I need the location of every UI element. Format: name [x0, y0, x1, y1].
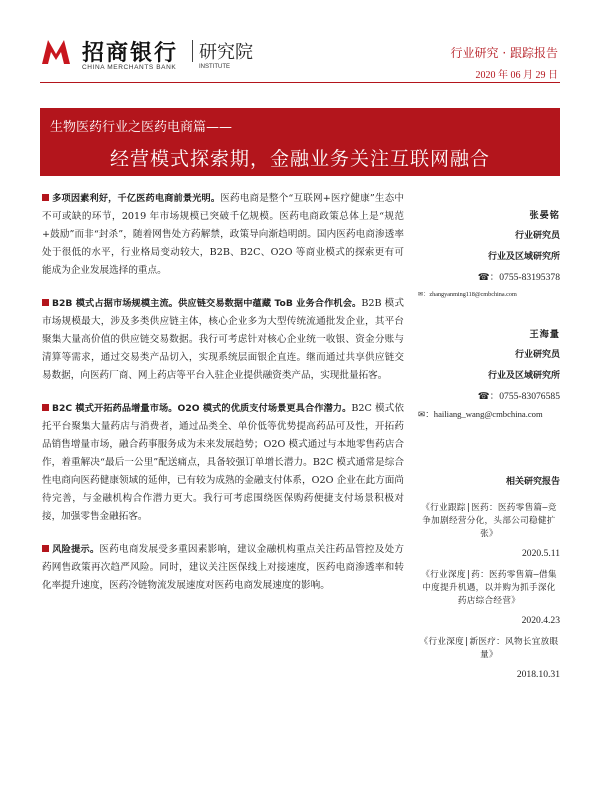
bullet-square-icon [42, 545, 49, 552]
analyst-phone: ☎：0755-83195378 [477, 272, 560, 283]
summary-paragraph [42, 295, 404, 385]
summary-paragraph [42, 400, 404, 526]
spacer [418, 303, 560, 325]
analyst-title: 行业研究员 [514, 350, 560, 360]
cmb-logo-icon [40, 38, 72, 66]
analyst-department: 行业及区域研究所 [487, 371, 560, 381]
report-subtitle: 生物医药行业之医药电商篇—— [50, 120, 233, 135]
bullet-square-icon [42, 299, 49, 306]
paragraph-lead: 风险提示。 [52, 544, 100, 555]
related-report-title[interactable]: 《行业深度|新医疗：风物长宜放眼量》 [419, 637, 559, 660]
summary-body [42, 190, 404, 610]
paragraph-lead: B2B 模式占据市场规模主流。供应链交易数据中蕴藏 ToB 业务合作机会。 [52, 298, 362, 309]
analyst-title: 行业研究员 [514, 231, 560, 241]
analyst-name: 王海量 [529, 329, 560, 340]
report-header [0, 0, 600, 90]
related-report-date: 2020.5.11 [521, 548, 560, 559]
logo-english-institute: INSTITUTE [199, 64, 230, 70]
related-report-date: 2020.4.23 [521, 615, 560, 626]
logo-english-name: CHINA MERCHANTS BANK [82, 64, 177, 71]
sidebar [418, 206, 560, 682]
related-report-title[interactable]: 《行业跟踪|医药：医药零售篇—竞争加剧经营分化，头部公司稳健扩张》 [421, 503, 557, 539]
related-report-date: 2018.10.31 [516, 669, 560, 680]
paragraph-lead: B2C 模式开拓药品增量市场。O2O 模式的优质支付场景更具合作潜力。 [52, 403, 352, 414]
phone-icon: ☎ [477, 272, 490, 283]
related-reports-heading: 相关研究报告 [505, 477, 560, 487]
analyst-email[interactable]: ✉：zhangyanming118@cmbchina.com [418, 291, 517, 298]
paragraph-body: B2C 模式依托平台聚集大量药店与消费者，通过品类全、单价低等优势提高药品可及性，开拓药品销售增量市场，融合药事服务成为未来发展趋势；O2O 模式通过与本地零售药店合作，着重解决“最后一公里”配送痛点，具备较强订单增长潜力。B2C 模式通常是综合性电商向医药健康领域的延伸，已有较为成熟的金融支付体系，O2O 企业在此方面尚待完善，与金融机构合作潜力更大。我行可考虑围绕医保购药便捷支付场景积极对接，加强零售金融拓客。 [42, 403, 404, 522]
bullet-square-icon [42, 404, 49, 411]
email-icon: ✉ [418, 409, 426, 419]
analyst-department: 行业及区域研究所 [487, 252, 560, 262]
paragraph-body: 医药电商发展受多重因素影响，建议金融机构重点关注药品管控及处方药网售政策再次趋严风险。同时，建议关注医保线上对接速度，医药电商渗透率和转化率提升速度，医药冷链物流发展速度对医药电商发展速度的影响。 [42, 544, 405, 591]
phone-icon: ☎ [477, 391, 490, 402]
analyst-phone: ☎：0755-83076585 [477, 391, 560, 402]
paragraph-body: 医药电商是整个“互联网+医疗健康”生态中不可或缺的环节，2019 年市场规模已突破千亿规模。医药电商政策总体上是“规范+鼓励”而非“封杀”，随着网售处方药解禁，政策导向渐趋明朗。国内医药电商渗透率处于很低的水平，行业格局变动较大，B2B、B2C、O2O 等商业模式的探索更有可能成为企业发展选择的重点。 [42, 193, 404, 276]
bullet-square-icon [42, 194, 49, 201]
analyst-email[interactable]: ✉：hailiang_wang@cmbchina.com [418, 409, 543, 419]
paragraph-body: B2B 模式市场规模最大，涉及多类供应链主体，核心企业多为大型传统流通批发企业，其平台聚集大量高价值的供应链交易数据。我行可考虑针对核心企业统一收银、资金分账与清算等需求，通过交易类产品切入，实现系统层面银企直连。继而通过共享供应链交易数据，向医药厂商、网上药店等平台入驻企业提供融资类产品，实现批量拓客。 [42, 298, 404, 381]
report-date: 2020 年 06 月 29 日 [475, 70, 558, 81]
analyst-card [418, 325, 560, 422]
report-title: 经营模式探索期，金融业务关注互联网融合 [109, 148, 490, 170]
paragraph-lead: 多项因素利好，千亿医药电商前景光明。 [52, 193, 221, 204]
summary-paragraph [42, 541, 404, 595]
title-banner [40, 108, 560, 176]
logo-institute-name: 研究院 [199, 42, 253, 63]
logo-divider [192, 40, 193, 62]
logo-bank-name: 招商银行 [82, 41, 179, 66]
email-icon: ✉ [418, 291, 424, 298]
analyst-name: 张晏铭 [529, 210, 560, 221]
related-report-title[interactable]: 《行业深度|药：医药零售篇—借集中度提升机遇，以并购为抓手深化药店综合经营》 [421, 570, 557, 606]
header-divider [40, 82, 560, 83]
analyst-card [418, 206, 560, 303]
report-type: 行业研究 · 跟踪报告 [450, 46, 558, 60]
summary-paragraph [42, 190, 404, 280]
